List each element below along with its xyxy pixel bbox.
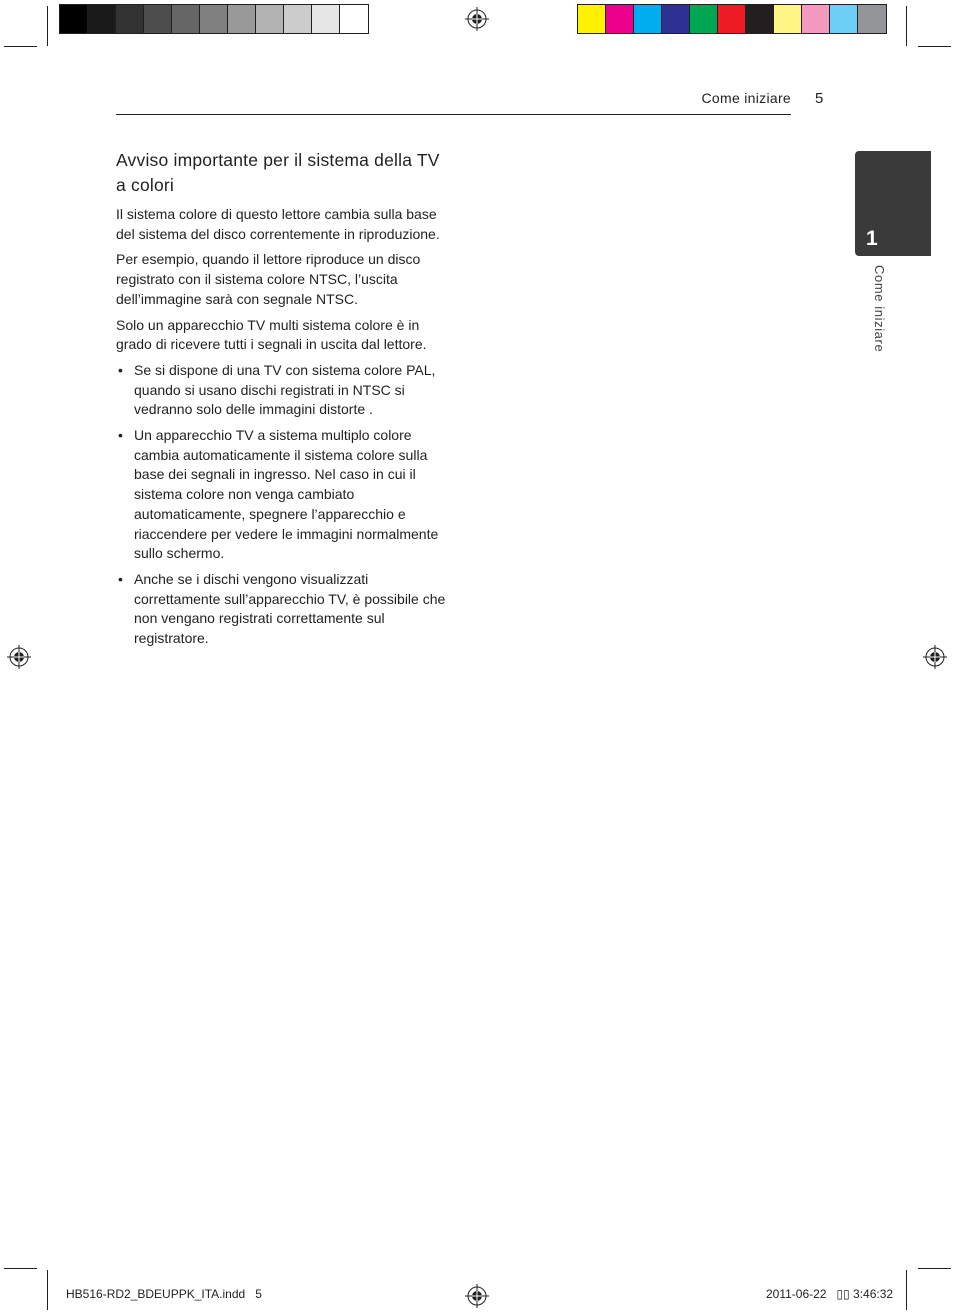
main-content [116, 148, 448, 655]
calibration-swatch [830, 5, 858, 33]
calibration-swatch [200, 5, 228, 33]
calibration-swatch [172, 5, 200, 33]
page-number: 5 [815, 90, 824, 107]
color-calibration-bar [577, 4, 887, 34]
calibration-swatch [144, 5, 172, 33]
calibration-swatch [312, 5, 340, 33]
list-item [116, 361, 448, 420]
calibration-swatch [634, 5, 662, 33]
calibration-swatch [116, 5, 144, 33]
calibration-swatch [802, 5, 830, 33]
calibration-swatch [60, 5, 88, 33]
paragraph: Solo un apparecchio TV multi sistema colore è in grado di ricevere tutti i segnali in uscita dal lettore. [116, 316, 427, 353]
calibration-swatch [858, 5, 886, 33]
calibration-swatch [284, 5, 312, 33]
paragraph: Per esempio, quando il lettore riproduce un disco registrato con il sistema colore NTSC, l’uscita dell’immagine sarà con segnale NTSC. [116, 251, 421, 307]
bullet-list [116, 361, 448, 649]
bullet-icon: • [118, 427, 123, 444]
section-heading: Avviso importante per il sistema della TV a colori [116, 150, 440, 195]
crop-mark [4, 46, 37, 47]
registration-mark-icon [465, 1284, 489, 1308]
crop-mark [906, 6, 907, 46]
crop-mark [906, 1270, 907, 1310]
crop-mark [4, 1268, 37, 1269]
registration-mark-icon [465, 7, 489, 31]
bullet-icon: • [118, 361, 123, 378]
crop-mark [47, 6, 48, 46]
list-item-text: Anche se i dischi vengono visualizzati correttamente sull’apparecchio TV, è possibile che non vengano registrati correttamente sul registratore. [134, 570, 446, 647]
calibration-swatch [228, 5, 256, 33]
running-header-section: Come iniziare [701, 90, 791, 106]
calibration-swatch [746, 5, 774, 33]
footer-datetime: 2011-06-22 ▯▯ 3:46:32 [766, 1287, 894, 1301]
calibration-swatch [88, 5, 116, 33]
footer-file-name: HB516-RD2_BDEUPPK_ITA.indd 5 [66, 1287, 262, 1301]
calibration-swatch [690, 5, 718, 33]
crop-mark [47, 1270, 48, 1310]
chapter-side-label: Come iniziare [872, 265, 887, 353]
calibration-swatch [774, 5, 802, 33]
calibration-swatch [718, 5, 746, 33]
list-item-text: Se si dispone di una TV con sistema colore PAL, quando si usano dischi registrati in NTSC si vedranno solo delle immagini distorte . [134, 361, 436, 418]
crop-mark [918, 1268, 951, 1269]
grayscale-calibration-bar [59, 4, 369, 34]
list-item [116, 426, 448, 564]
registration-mark-icon [923, 645, 947, 669]
chapter-number: 1 [866, 227, 878, 250]
list-item-text: Un apparecchio TV a sistema multiplo colore cambia automaticamente il sistema colore sulla base dei segnali in ingresso. Nel caso in cui il sistema colore non venga cambiato automaticamente, spegnere l’apparecchio e riaccendere per vedere le immagini normalmente sullo schermo. [134, 427, 439, 562]
calibration-swatch [340, 5, 368, 33]
calibration-swatch [606, 5, 634, 33]
paragraph: Il sistema colore di questo lettore cambia sulla base del sistema del disco correntemente in riproduzione. [116, 206, 440, 242]
crop-mark [918, 46, 951, 47]
list-item [116, 570, 448, 649]
calibration-swatch [256, 5, 284, 33]
calibration-swatch [578, 5, 606, 33]
registration-mark-icon [7, 645, 31, 669]
header-rule [116, 114, 791, 115]
bullet-icon: • [118, 570, 123, 587]
calibration-swatch [662, 5, 690, 33]
